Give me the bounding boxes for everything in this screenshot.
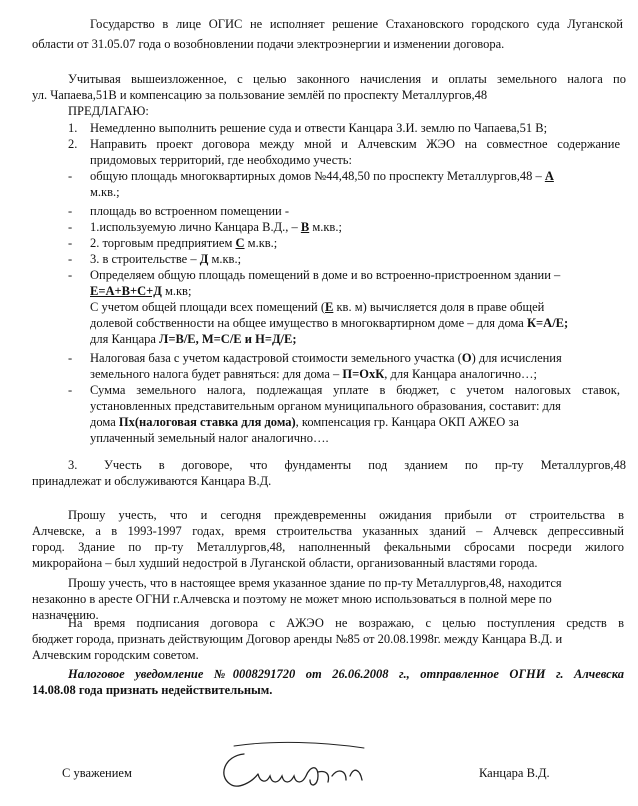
area-letter-c: С: [235, 236, 245, 250]
bullet-6-line-2: [90, 283, 191, 299]
bullet-7-text-d: , для Канцара аналогично…;: [384, 367, 537, 381]
paragraph-1-line-1: Государство в лице ОГИС не исполняет решение Стахановского городского суда Луганской: [90, 17, 623, 31]
bullet-3-line: [90, 219, 342, 235]
paragraph-3-line-2: Алчевске, а в 1993-1997 годах, время строительства указанных зданий – Алчевск депрессивный: [32, 524, 624, 538]
proposal-heading: ПРЕДЛАГАЮ:: [68, 104, 149, 118]
item-2-line-1: Направить проект договора между мной и Алчевским ЖЭО на совместное содержание: [90, 137, 620, 151]
area-letter-e: Е: [325, 300, 334, 314]
bullet-dash: -: [68, 383, 73, 397]
bullet-7-text-c: земельного налога будет равняться: для дома –: [90, 367, 340, 381]
bullet-8-line-2: установленных представительным органом муниципального образования, составит: для: [90, 399, 561, 413]
paragraph-1-line-2: области от 31.05.07 года о возобновлении подачи электроэнергии и изменении договора.: [32, 37, 505, 51]
tax-base-formula: П=ОхК: [342, 367, 385, 381]
paragraph-4-line-1: Прошу учесть, что в настоящее время указанное здание по пр-ту Металлургов,48, находится: [68, 576, 562, 590]
closing-name: Канцара В.Д.: [479, 766, 550, 780]
paragraph-5-line-1: На время подписания договора с АЖЭО не возражаю, с целью поступления средств в: [68, 616, 624, 630]
item-1-number: 1.: [68, 121, 78, 135]
bullet-7-line-1: [90, 350, 562, 366]
area-letter-b: В: [300, 220, 310, 234]
bullet-2-text: площадь во встроенном помещении -: [90, 204, 290, 218]
paragraph-6-line-1: Налоговое уведомление №0008291720 от 26.06.2008 г., отправленное ОГНИ г. Алчевска: [68, 667, 624, 681]
item-1-text: Немедленно выполнить решение суда и отвести Канцара З.И. землю по Чапаева,51 В;: [90, 121, 548, 135]
bullet-4-text: 2. торговым предприятием: [90, 236, 233, 250]
paragraph-3-line-1: Прошу учесть, что и сегодня преждевременны ожидания прибыли от строительства в: [68, 508, 624, 522]
share-formula-kantsara: Л=В/Е, М=С/Е и Н=Д/Е;: [159, 332, 297, 346]
bullet-6-line-5: [90, 331, 297, 347]
item-3-line-2: принадлежат и обслуживаются Канцара В.Д.: [32, 474, 272, 488]
bullet-6-unit: м.кв;: [164, 284, 192, 298]
bullet-6-text-d: для Канцара: [90, 332, 156, 346]
bullet-5-line: [90, 251, 241, 267]
item-2-number: 2.: [68, 137, 78, 151]
bullet-dash: -: [68, 204, 73, 218]
tax-sum-formula: Пх(налоговая ставка для дома): [118, 415, 296, 429]
paragraph-2-line-2: ул. Чапаева,51В и компенсацию за пользование землёй по проспекту Металлургов,48: [32, 88, 488, 102]
bullet-6-text-b: кв. м) вычисляется доля в праве общей: [336, 300, 545, 314]
paragraph-4-line-3: назначению.: [32, 608, 99, 622]
paragraph-2-line-1: Учитывая вышеизложенное, с целью законного начисления и оплаты земельного налога по: [68, 72, 626, 86]
bullet-6-line-1: Определяем общую площадь помещений в доме и во встроенно-пристроенном здании –: [90, 268, 561, 282]
bullet-8-line-4: уплаченный земельный налог аналогично….: [90, 431, 329, 445]
cadastral-letter-o: О: [461, 351, 472, 365]
bullet-8-text-a: дома: [90, 415, 116, 429]
bullet-3-text: 1.используемую лично Канцара В.Д., –: [90, 220, 298, 234]
bullet-8-line-3: [90, 414, 519, 430]
bullet-1-line-2: м.кв.;: [90, 185, 120, 199]
paragraph-4-line-2: незаконно в аресте ОГНИ г.Алчевска и поэтому не может мною использоваться в полной мере по: [32, 592, 552, 606]
item-3-number: 3.: [68, 458, 78, 472]
bullet-8-line-1: Сумма земельного налога, подлежащая уплате в бюджет, с учетом налоговых ставок,: [90, 383, 620, 397]
bullet-7-text-a: Налоговая база с учетом кадастровой стоимости земельного участка (: [90, 351, 462, 365]
bullet-dash: -: [68, 351, 73, 365]
bullet-5-text: 3. в строительстве –: [90, 252, 197, 266]
bullet-dash: -: [68, 169, 73, 183]
bullet-3-unit: м.кв.;: [312, 220, 342, 234]
item-2-line-2: придомовых территорий, где необходимо учесть:: [90, 153, 352, 167]
total-area-formula: Е=А+В+С+Д: [90, 284, 162, 298]
bullet-1-text: общую площадь многоквартирных домов №44,48,50 по проспекту Металлургов,48 –: [90, 169, 542, 183]
paragraph-5-line-2: бюджет города, признать действующим Договор аренды №85 от 20.08.1998г. между Канцара В.Д. и: [32, 632, 563, 646]
bullet-4-line: [90, 235, 277, 251]
closing-regards: С уважением: [62, 766, 132, 780]
bullet-dash: -: [68, 220, 73, 234]
bullet-dash: -: [68, 252, 73, 266]
bullet-6-line-3: [90, 299, 544, 315]
bullet-6-text-c: долевой собственности на общее имущество в многоквартирном доме – для дома: [90, 316, 524, 330]
paragraph-5-line-3: Алчевским городским советом.: [32, 648, 199, 662]
share-formula-house: К=А/Е;: [526, 316, 569, 330]
area-letter-a: А: [544, 169, 554, 183]
item-3-line-1: Учесть в договоре, что фундаменты под зданием по пр-ту Металлургов,48: [104, 458, 626, 472]
bullet-8-text-b: , компенсация гр. Канцара ОКП АЖЕО за: [295, 415, 519, 429]
bullet-dash: -: [68, 268, 73, 282]
bullet-dash: -: [68, 236, 73, 250]
bullet-6-line-4: [90, 315, 568, 331]
paragraph-6-line-2: 14.08.08 года признать недействительным.: [32, 683, 273, 697]
paragraph-3-line-3: город. Здание по пр-ту Металлургов,48, наполненный фекальными сбросами посреди жилого: [32, 540, 624, 554]
paragraph-3-line-4: микрорайона – был худший недострой в Луганской области, организованный властями города.: [32, 556, 538, 570]
bullet-5-unit: м.кв.;: [211, 252, 242, 266]
bullet-7-text-b: ) для исчисления: [471, 351, 562, 365]
handwritten-signature-icon: [214, 736, 374, 796]
bullet-4-unit: м.кв.;: [247, 236, 278, 250]
bullet-1-line-1: [90, 168, 630, 184]
bullet-7-line-2: [90, 366, 537, 382]
area-letter-d: Д: [199, 252, 209, 266]
bullet-6-text-a: С учетом общей площади всех помещений (: [90, 300, 325, 314]
